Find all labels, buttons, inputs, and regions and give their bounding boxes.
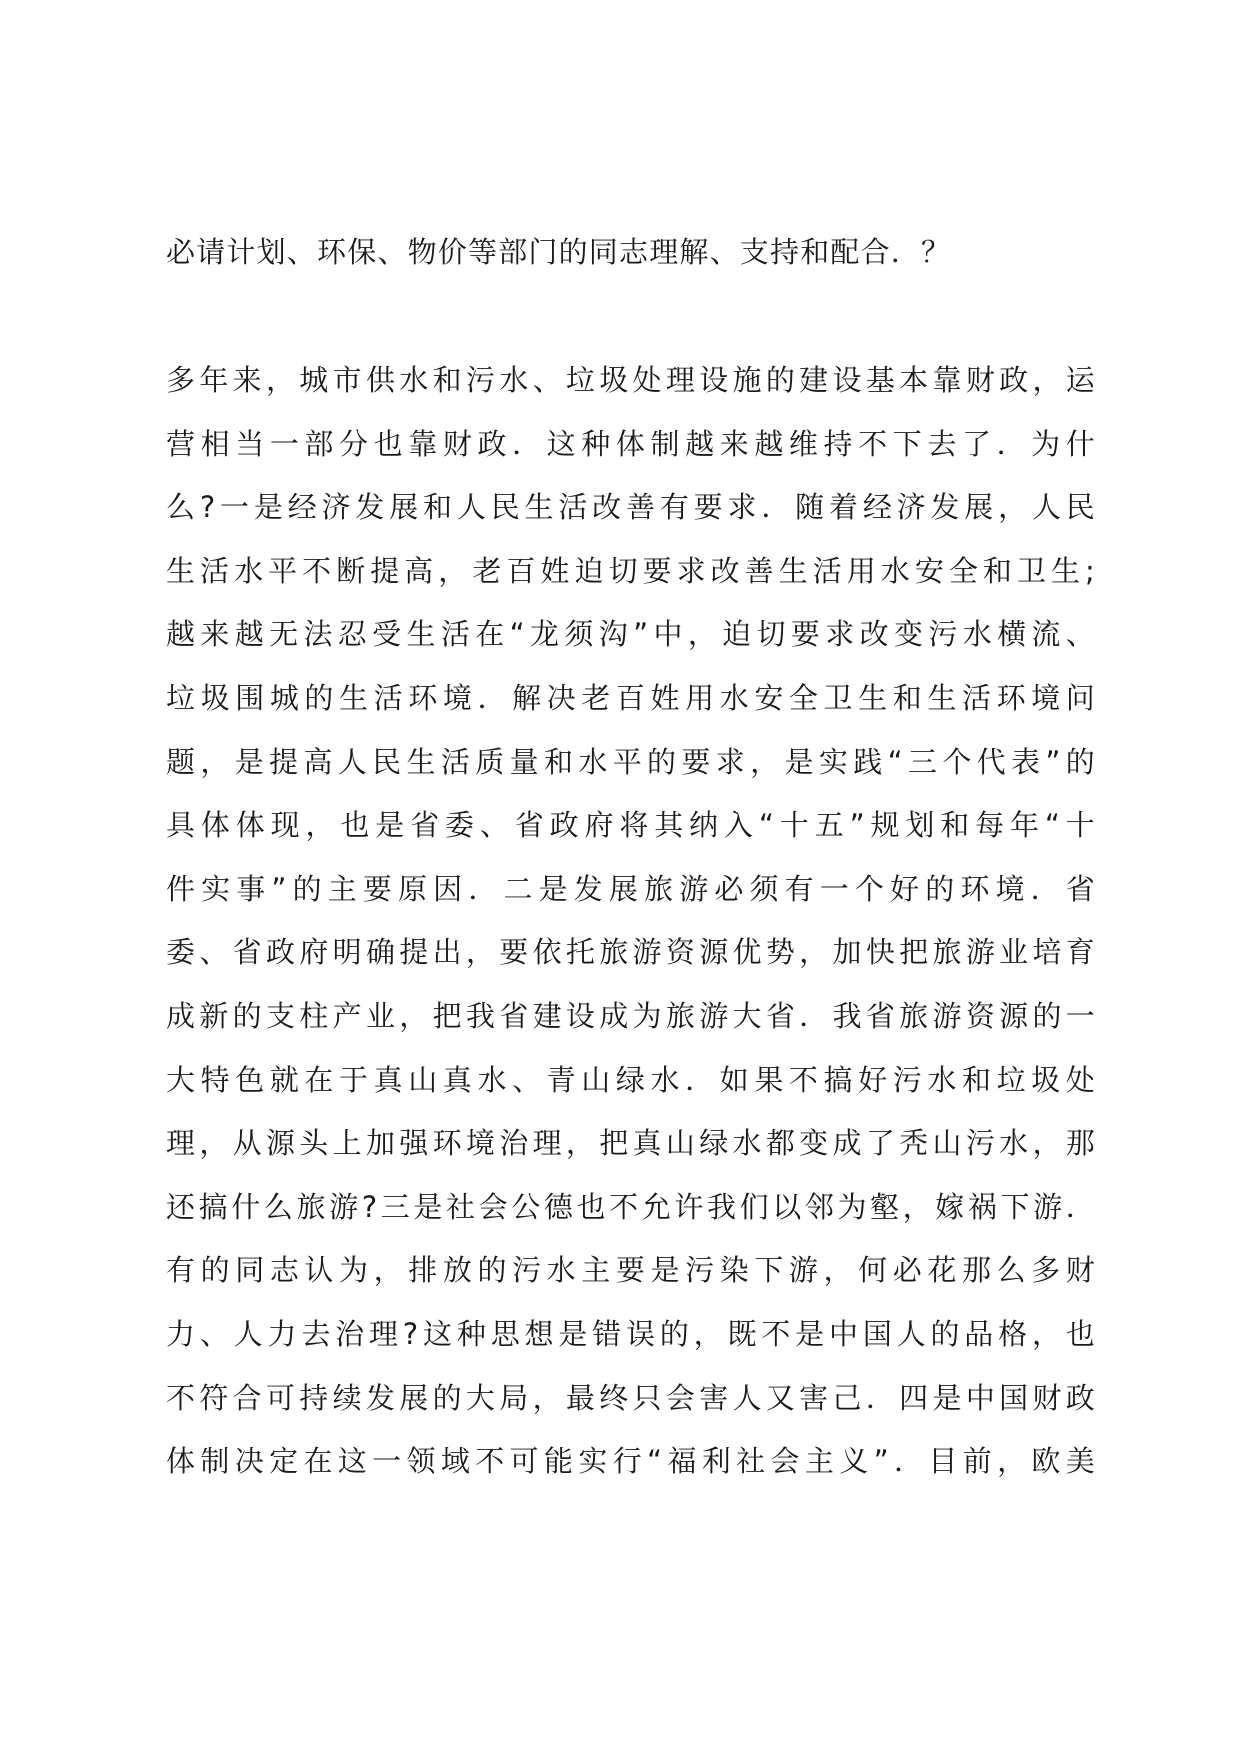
paragraph-2-line-18: 体制决定在这一领域不可能实行“福利社会主义”．目前，欧美 <box>166 1444 1096 1479</box>
paragraph-2-line-2: 营相当一部分也靠财政．这种体制越来越维持不下去了．为什 <box>166 426 1096 461</box>
paragraph-2-line-7: 题，是提高人民生活质量和水平的要求，是实践“三个代表”的 <box>166 744 1096 779</box>
paragraph-2-line-15: 有的同志认为，排放的污水主要是污染下游，何必花那么多财 <box>166 1253 1096 1288</box>
paragraph-2-line-12: 大特色就在于真山真水、青山绿水．如果不搞好污水和垃圾处 <box>166 1062 1096 1097</box>
paragraph-2-line-17: 不符合可持续发展的大局，最终只会害人又害己．四是中国财政 <box>166 1380 1096 1415</box>
paragraph-1 <box>166 221 1096 285</box>
paragraph-2-line-5: 越来越无法忍受生活在“龙须沟”中，迫切要求改变污水横流、 <box>166 617 1096 652</box>
paragraph-1-line-1: 必请计划、环保、物价等部门的同志理解、支持和配合．？ <box>166 235 952 269</box>
paragraph-2-line-13: 理，从源头上加强环境治理，把真山绿水都变成了秃山污水，那 <box>166 1126 1096 1161</box>
paragraph-2-line-1: 多年来，城市供水和污水、垃圾处理设施的建设基本靠财政，运 <box>166 363 1096 397</box>
paragraph-2-line-4: 生活水平不断提高，老百姓迫切要求改善生活用水安全和卫生; <box>166 553 1096 588</box>
paragraph-2-line-3: 么?一是经济发展和人民生活改善有要求．随着经济发展，人民 <box>166 490 1096 525</box>
paragraph-2-line-11: 成新的支柱产业，把我省建设成为旅游大省．我省旅游资源的一 <box>166 998 1096 1033</box>
paragraph-2-line-10: 委、省政府明确提出，要依托旅游资源优势，加快把旅游业培育 <box>166 935 1096 970</box>
paragraph-2-line-8: 具体体现，也是省委、省政府将其纳入“十五”规划和每年“十 <box>166 808 1096 843</box>
paragraph-2-line-16: 力、人力去治理?这种思想是错误的，既不是中国人的品格，也 <box>166 1316 1096 1351</box>
paragraph-2 <box>166 349 1096 1494</box>
paragraph-2-line-14: 还搞什么旅游?三是社会公德也不允许我们以邻为壑，嫁祸下游． <box>166 1189 1096 1224</box>
paragraph-2-line-9: 件实事”的主要原因．二是发展旅游必须有一个好的环境．省 <box>166 871 1096 906</box>
paragraph-2-line-6: 垃圾围城的生活环境．解决老百姓用水安全卫生和生活环境问 <box>166 680 1096 715</box>
